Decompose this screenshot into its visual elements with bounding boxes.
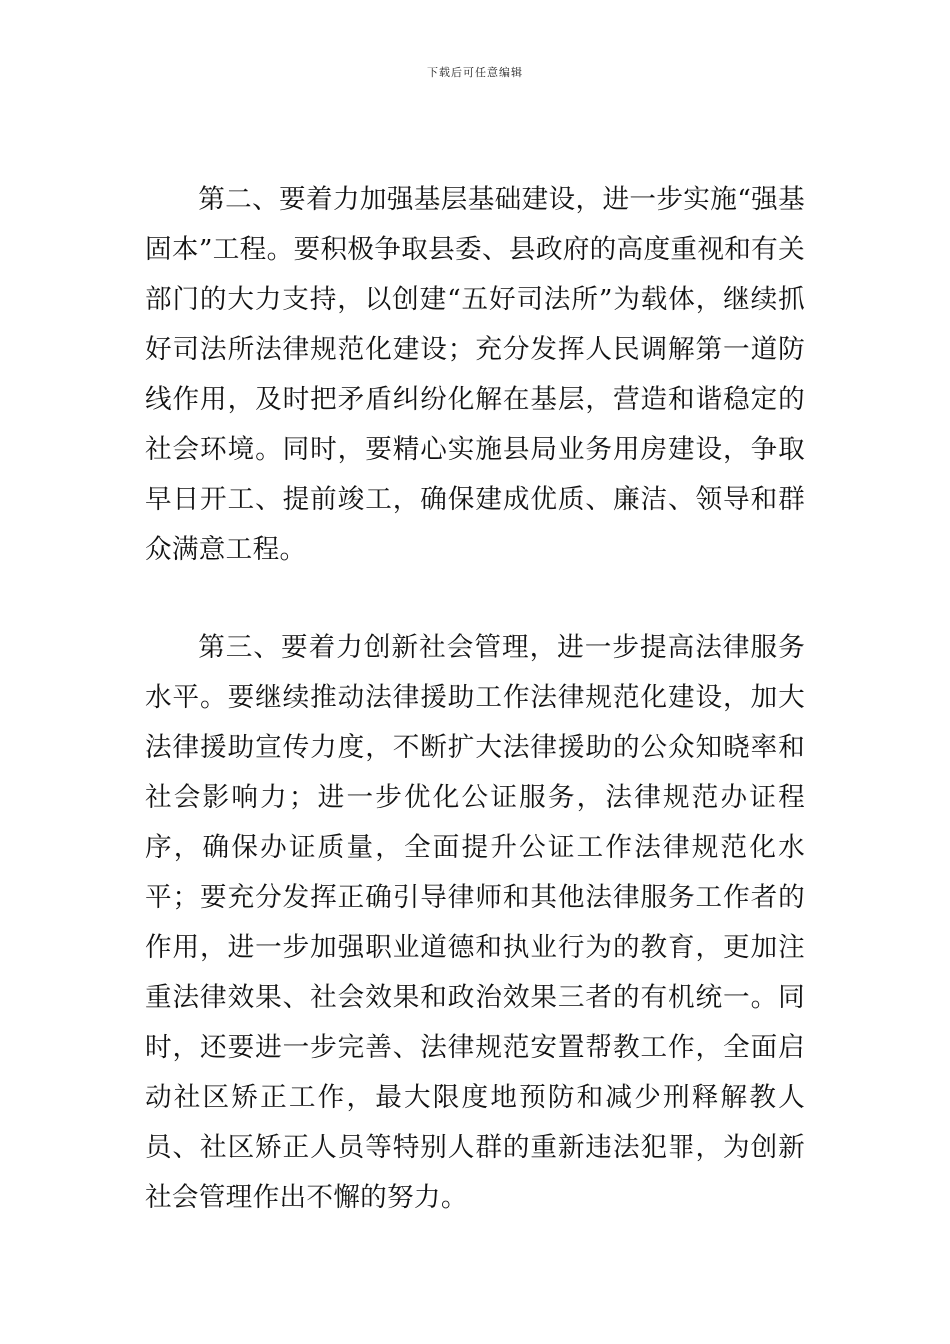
page-header-note: 下载后可任意编辑: [427, 66, 523, 79]
paragraph-second: 第二、要着力加强基层基础建设，进一步实施“强基固本”工程。要积极争取县委、县政府的高度重视和有关部门的大力支持，以创建“五好司法所”为载体，继续抓好司法所法律规范化建设；充分发挥人民调解第一道防线作用，及时把矛盾纠纷化解在基层，营造和谐稳定的社会环境。同时，要精心实施县局业务用房建设，争取早日开工、提前竣工，确保建成优质、廉洁、领导和群众满意工程。: [145, 184, 805, 565]
paragraph-third: 第三、要着力创新社会管理，进一步提高法律服务水平。要继续推动法律援助工作法律规范化建设，加大法律援助宣传力度，不断扩大法律援助的公众知晓率和社会影响力；进一步优化公证服务，法律规范办证程序，确保办证质量，全面提升公证工作法律规范化水平；要充分发挥正确引导律师和其他法律服务工作者的作用，进一步加强职业道德和执业行为的教育，更加注重法律效果、社会效果和政治效果三者的有机统一。同时，还要进一步完善、法律规范安置帮教工作，全面启动社区矫正工作，最大限度地预防和减少刑释解教人员、社区矫正人员等特别人群的重新违法犯罪，为创新社会管理作出不懈的努力。: [145, 632, 805, 1213]
